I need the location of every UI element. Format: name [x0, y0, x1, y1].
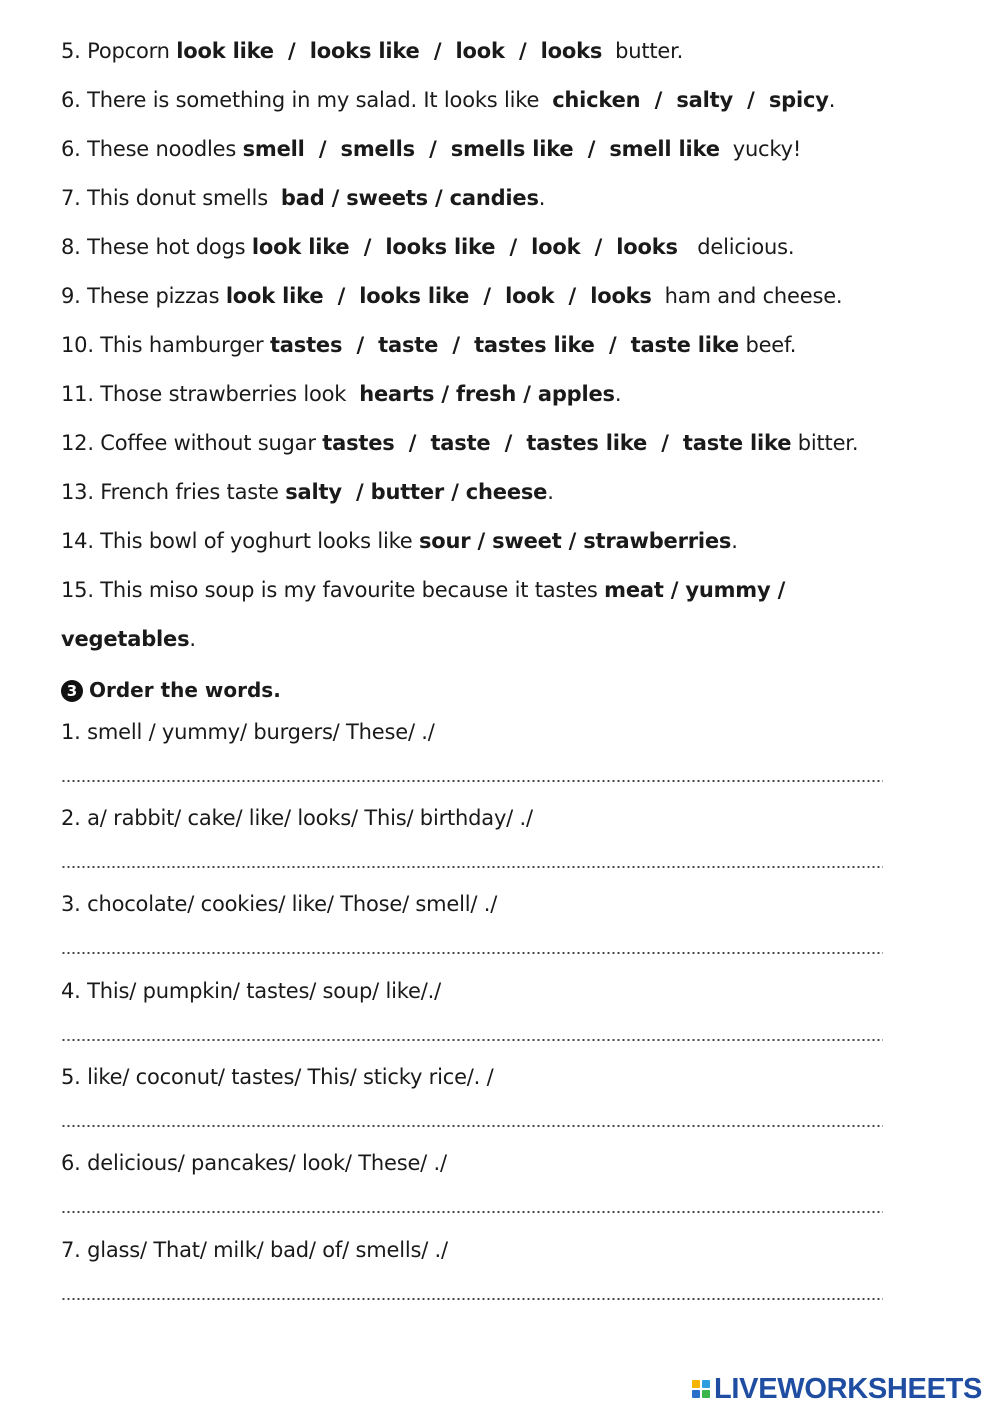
- question-line: 6. There is something in my salad. It looks like chicken / salty / spicy.: [61, 88, 836, 112]
- order-item: 3. chocolate/ cookies/ like/ Those/ smell/ ./: [61, 892, 498, 916]
- order-item: 6. delicious/ pancakes/ look/ These/ ./: [61, 1151, 447, 1175]
- question-line: 11. Those strawberries look hearts / fresh / apples.: [61, 382, 622, 406]
- question-line: 10. This hamburger tastes / taste / tastes like / taste like beef.: [61, 333, 797, 357]
- order-item: 5. like/ coconut/ tastes/ This/ sticky rice/. /: [61, 1065, 494, 1089]
- section-heading: [61, 675, 281, 705]
- order-item: 2. a/ rabbit/ cake/ like/ looks/ This/ birthday/ ./: [61, 806, 533, 830]
- logo-grid-icon: [692, 1380, 710, 1398]
- order-item: 4. This/ pumpkin/ tastes/ soup/ like/./: [61, 979, 441, 1003]
- question-line: 9. These pizzas look like / looks like / look / looks ham and cheese.: [61, 284, 843, 308]
- question-line: 7. This donut smells bad / sweets / candies.: [61, 186, 546, 210]
- answer-line[interactable]: [61, 952, 883, 954]
- answer-options[interactable]: look like / looks like / look / looks: [176, 39, 603, 63]
- answer-options[interactable]: look like / looks like / look / looks: [225, 284, 652, 308]
- answer-line[interactable]: [61, 780, 883, 782]
- answer-options[interactable]: tastes / taste / tastes like / taste like: [269, 333, 739, 357]
- question-line: 15. This miso soup is my favourite because it tastes meat / yummy /: [61, 578, 786, 602]
- answer-line[interactable]: [61, 1211, 883, 1213]
- answer-options[interactable]: salty / butter / cheese: [285, 480, 548, 504]
- answer-options[interactable]: chicken / salty / spicy: [552, 88, 829, 112]
- answer-options[interactable]: hearts / fresh / apples: [359, 382, 615, 406]
- question-line: vegetables.: [61, 627, 196, 651]
- answer-options[interactable]: bad / sweets / candies: [280, 186, 539, 210]
- section-title: Order the words.: [89, 678, 281, 702]
- answer-options[interactable]: tastes / taste / tastes like / taste like: [322, 431, 792, 455]
- liveworksheets-logo: [692, 1372, 982, 1406]
- answer-line[interactable]: [61, 1298, 883, 1300]
- answer-line[interactable]: [61, 866, 883, 868]
- answer-options[interactable]: smell / smells / smells like / smell like: [242, 137, 720, 161]
- answer-options[interactable]: vegetables: [61, 627, 190, 651]
- answer-options[interactable]: sour / sweet / strawberries: [419, 529, 732, 553]
- answer-options[interactable]: look like / looks like / look / looks: [251, 235, 678, 259]
- section-number-badge: 3: [61, 680, 83, 702]
- logo-text: LIVEWORKSHEETS: [714, 1372, 983, 1405]
- question-line: 13. French fries taste salty / butter / cheese.: [61, 480, 554, 504]
- question-line: 5. Popcorn look like / looks like / look / looks butter.: [61, 39, 684, 63]
- order-item: 1. smell / yummy/ burgers/ These/ ./: [61, 720, 435, 744]
- question-line: 6. These noodles smell / smells / smells like / smell like yucky!: [61, 137, 802, 161]
- question-line: 12. Coffee without sugar tastes / taste / tastes like / taste like bitter.: [61, 431, 859, 455]
- order-item: 7. glass/ That/ milk/ bad/ of/ smells/ ./: [61, 1238, 448, 1262]
- answer-options[interactable]: meat / yummy /: [604, 578, 786, 602]
- question-line: 14. This bowl of yoghurt looks like sour / sweet / strawberries.: [61, 529, 738, 553]
- question-line: 8. These hot dogs look like / looks like / look / looks delicious.: [61, 235, 795, 259]
- answer-line[interactable]: [61, 1039, 883, 1041]
- answer-line[interactable]: [61, 1125, 883, 1127]
